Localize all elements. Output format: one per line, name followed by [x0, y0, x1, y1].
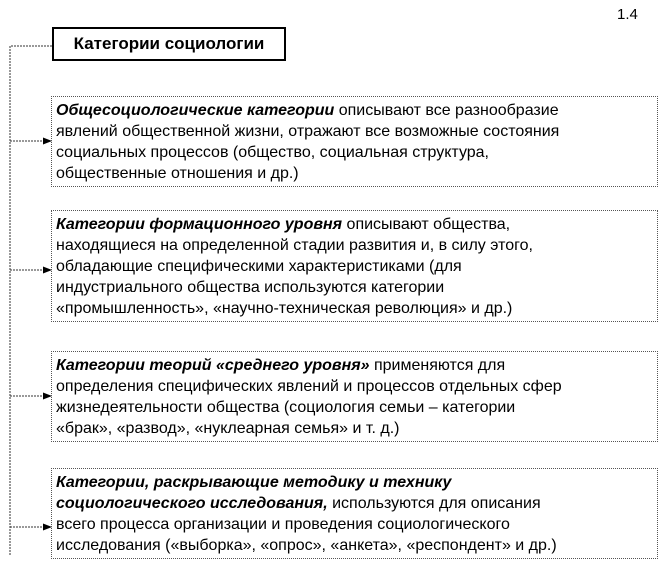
category-box-methodology: [51, 468, 658, 559]
category-line: «брак», «развод», «нуклеарная семья» и т. д.): [56, 420, 400, 437]
category-term: социологического исследования,: [56, 495, 328, 512]
category-line: общественные отношения и др.): [56, 165, 299, 182]
category-line: социальных процессов (общество, социальная структура,: [56, 144, 489, 161]
category-text: описывают общества,: [342, 216, 511, 233]
category-term: Категории, раскрывающие методику и технику: [56, 474, 452, 491]
connector-trunk: [10, 46, 52, 556]
category-term: Категории теорий «среднего уровня»: [56, 357, 370, 374]
category-line: обладающие специфическими характеристиками (для: [56, 258, 462, 275]
category-line: [56, 493, 653, 514]
category-line: [56, 100, 653, 121]
category-line: [56, 355, 653, 376]
category-line: жизнедеятельности общества (социология семьи – категории: [56, 399, 516, 416]
category-line: исследования («выборка», «опрос», «анкета», «респондент» и др.): [56, 537, 557, 554]
category-line: всего процесса организации и проведения социологического: [56, 516, 510, 533]
category-text: описывают все разнообразие: [334, 102, 559, 119]
category-term: Общесоциологические категории: [56, 102, 335, 119]
category-line: «промышленность», «научно-техническая революция» и др.): [56, 300, 513, 317]
category-line: находящиеся на определенной стадии развития и, в силу этого,: [56, 237, 533, 254]
category-box-general: [51, 96, 658, 187]
page-number: 1.4: [617, 6, 638, 23]
category-line: индустриального общества используются категории: [56, 279, 445, 296]
category-term: Категории формационного уровня: [56, 216, 343, 233]
category-line: [56, 214, 653, 235]
category-line: явлений общественной жизни, отражают все возможные состояния: [56, 123, 560, 140]
category-box-middle-range: [51, 351, 658, 442]
category-line: определения специфических явлений и процессов отдельных сфер: [56, 378, 562, 395]
category-box-formational: [51, 210, 658, 322]
category-text: используются для описания: [327, 495, 541, 512]
diagram-title: Категории социологии: [52, 27, 286, 61]
category-text: применяются для: [369, 357, 506, 374]
